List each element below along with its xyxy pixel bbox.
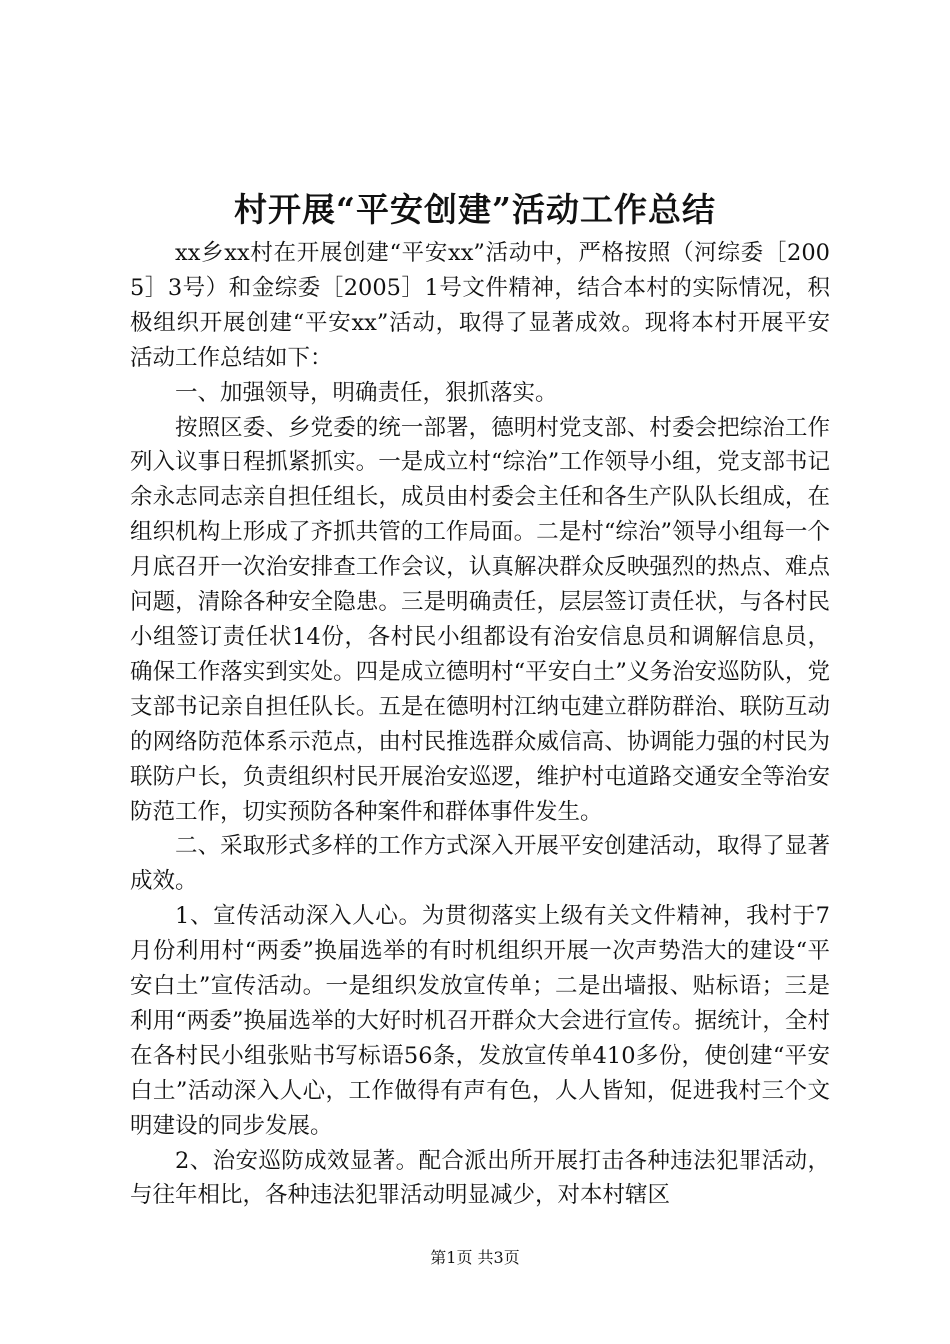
- document-title: 村开展“平安创建”活动工作总结: [234, 190, 716, 229]
- paragraph-section-2-heading: 二、采取形式多样的工作方式深入开展平安创建活动，取得了显著成效。: [130, 833, 830, 895]
- paragraph-item-2: 2、治安巡防成效显著。配合派出所开展打击各种违法犯罪活动，与往年相比，各种违法犯罪活动明显减少，对本村辖区: [130, 1147, 830, 1209]
- paragraph-section-1-body: 按照区委、乡党委的统一部署，德明村党支部、村委会把综治工作列入议事日程抓紧抓实。一是成立村“综治”工作领导小组，党支部书记余永志同志亲自担任组长，成员由村委会主任和各生产队队长组成，在组织机构上形成了齐抓共管的工作局面。二是村“综治”领导小组每一个月底召开一次治安排查工作会议，认真解决群众反映强烈的热点、难点问题，清除各种安全隐患。三是明确责任，层层签订责任状，与各村民小组签订责任状14份，各村民小组都设有治安信息员和调解信息员，确保工作落实到实处。四是成立德明村“平安白土”义务治安巡防队，党支部书记亲自担任队长。五是在德明村江纳屯建立群防群治、联防互动的网络防范体系示范点，由村民推选群众威信高、协调能力强的村民为联防户长，负责组织村民开展治安巡逻，维护村屯道路交通安全等治安防范工作，切实预防各种案件和群体事件发生。: [130, 414, 830, 825]
- document-body: [130, 236, 830, 1213]
- paragraph-section-1-heading: 一、加强领导，明确责任，狠抓落实。: [175, 379, 558, 406]
- page-footer: 第1页 共3页: [430, 1248, 520, 1267]
- paragraph-intro: xx乡xx村在开展创建“平安xx”活动中，严格按照（河综委［2005］3号）和金综委［2005］1号文件精神，结合本村的实际情况，积极组织开展创建“平安xx”活动，取得了显著成效。现将本村开展平安活动工作总结如下：: [130, 240, 830, 371]
- paragraph-item-1: 1、宣传活动深入人心。为贯彻落实上级有关文件精神，我村于7月份利用村“两委”换届选举的有时机组织开展一次声势浩大的建设“平安白土”宣传活动。一是组织发放宣传单；二是出墙报、贴标语；三是利用“两委”换届选举的大好时机召开群众大会进行宣传。据统计，全村在各村民小组张贴书写标语56条，发放宣传单410多份，使创建“平安白土”活动深入人心，工作做得有声有色，人人皆知，促进我村三个文明建设的同步发展。: [130, 903, 830, 1139]
